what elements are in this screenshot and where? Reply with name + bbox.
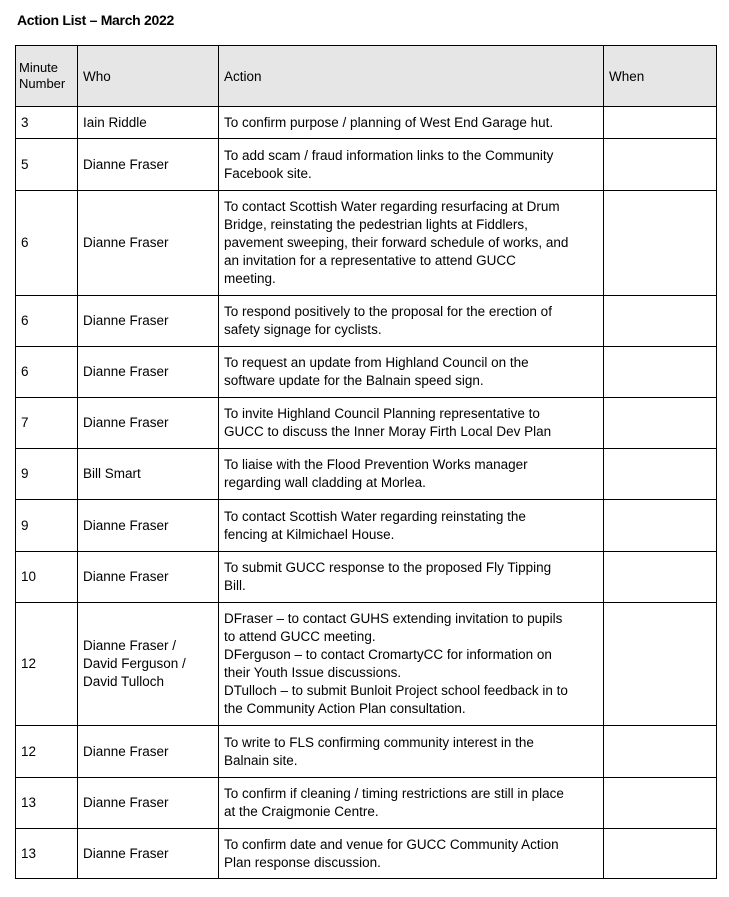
table-header-row <box>16 46 717 107</box>
action-cell: To contact Scottish Water regarding reinstating the fencing at Kilmichael House. <box>219 500 604 552</box>
when-cell <box>604 829 717 879</box>
table-row <box>16 347 717 398</box>
when-cell <box>604 347 717 398</box>
table-row <box>16 296 717 347</box>
action-cell: To submit GUCC response to the proposed Fly Tipping Bill. <box>219 552 604 603</box>
action-cell: To confirm if cleaning / timing restrictions are still in place at the Craigmonie Centre. <box>219 778 604 829</box>
action-cell: To add scam / fraud information links to the Community Facebook site. <box>219 139 604 191</box>
minute-number-cell: 13 <box>16 829 78 879</box>
minute-number-cell: 9 <box>16 449 78 500</box>
when-cell <box>604 778 717 829</box>
who-cell: Dianne Fraser / David Ferguson / David Tulloch <box>78 603 219 726</box>
who-cell: Dianne Fraser <box>78 398 219 449</box>
action-cell: To respond positively to the proposal for the erection of safety signage for cyclists. <box>219 296 604 347</box>
table-row <box>16 500 717 552</box>
when-cell <box>604 500 717 552</box>
action-cell: To liaise with the Flood Prevention Works manager regarding wall cladding at Morlea. <box>219 449 604 500</box>
minute-number-cell: 12 <box>16 603 78 726</box>
column-header-minute-number: Minute Number <box>16 46 78 107</box>
who-cell: Dianne Fraser <box>78 347 219 398</box>
who-cell: Iain Riddle <box>78 107 219 139</box>
who-cell: Dianne Fraser <box>78 139 219 191</box>
who-cell: Bill Smart <box>78 449 219 500</box>
action-cell: DFraser – to contact GUHS extending invitation to pupils to attend GUCC meeting. DFerguson – to contact CromartyCC for information on their Youth Issue discussions. DTulloch – to submit Bunloit Project school feedback in to the Community Action Plan consultation. <box>219 603 604 726</box>
who-cell: Dianne Fraser <box>78 296 219 347</box>
minute-number-cell: 13 <box>16 778 78 829</box>
table-row <box>16 726 717 778</box>
action-cell: To invite Highland Council Planning representative to GUCC to discuss the Inner Moray Firth Local Dev Plan <box>219 398 604 449</box>
minute-number-cell: 7 <box>16 398 78 449</box>
table-row <box>16 449 717 500</box>
who-cell: Dianne Fraser <box>78 191 219 296</box>
action-list-table <box>15 45 717 879</box>
page-title: Action List – March 2022 <box>17 12 174 28</box>
column-header-action: Action <box>219 46 604 107</box>
minute-number-cell: 5 <box>16 139 78 191</box>
action-cell: To request an update from Highland Council on the software update for the Balnain speed sign. <box>219 347 604 398</box>
who-cell: Dianne Fraser <box>78 726 219 778</box>
table-body <box>16 107 717 879</box>
column-header-who: Who <box>78 46 219 107</box>
minute-number-cell: 9 <box>16 500 78 552</box>
minute-number-cell: 6 <box>16 296 78 347</box>
when-cell <box>604 726 717 778</box>
minute-number-cell: 6 <box>16 191 78 296</box>
when-cell <box>604 552 717 603</box>
action-cell: To confirm date and venue for GUCC Community Action Plan response discussion. <box>219 829 604 879</box>
table-row <box>16 398 717 449</box>
table-row <box>16 107 717 139</box>
minute-number-cell: 6 <box>16 347 78 398</box>
when-cell <box>604 296 717 347</box>
who-cell: Dianne Fraser <box>78 829 219 879</box>
when-cell <box>604 107 717 139</box>
who-cell: Dianne Fraser <box>78 552 219 603</box>
table-row <box>16 139 717 191</box>
minute-number-cell: 12 <box>16 726 78 778</box>
when-cell <box>604 603 717 726</box>
minute-number-cell: 10 <box>16 552 78 603</box>
who-cell: Dianne Fraser <box>78 500 219 552</box>
table-row <box>16 603 717 726</box>
minute-number-cell: 3 <box>16 107 78 139</box>
when-cell <box>604 449 717 500</box>
table-row <box>16 191 717 296</box>
table-row <box>16 829 717 879</box>
action-cell: To confirm purpose / planning of West End Garage hut. <box>219 107 604 139</box>
who-cell: Dianne Fraser <box>78 778 219 829</box>
when-cell <box>604 139 717 191</box>
table-row <box>16 778 717 829</box>
action-cell: To write to FLS confirming community interest in the Balnain site. <box>219 726 604 778</box>
when-cell <box>604 191 717 296</box>
table-row <box>16 552 717 603</box>
action-cell: To contact Scottish Water regarding resurfacing at Drum Bridge, reinstating the pedestrian lights at Fiddlers, pavement sweeping, their forward schedule of works, and an invitation for a representative to attend GUCC meeting. <box>219 191 604 296</box>
when-cell <box>604 398 717 449</box>
column-header-when: When <box>604 46 717 107</box>
